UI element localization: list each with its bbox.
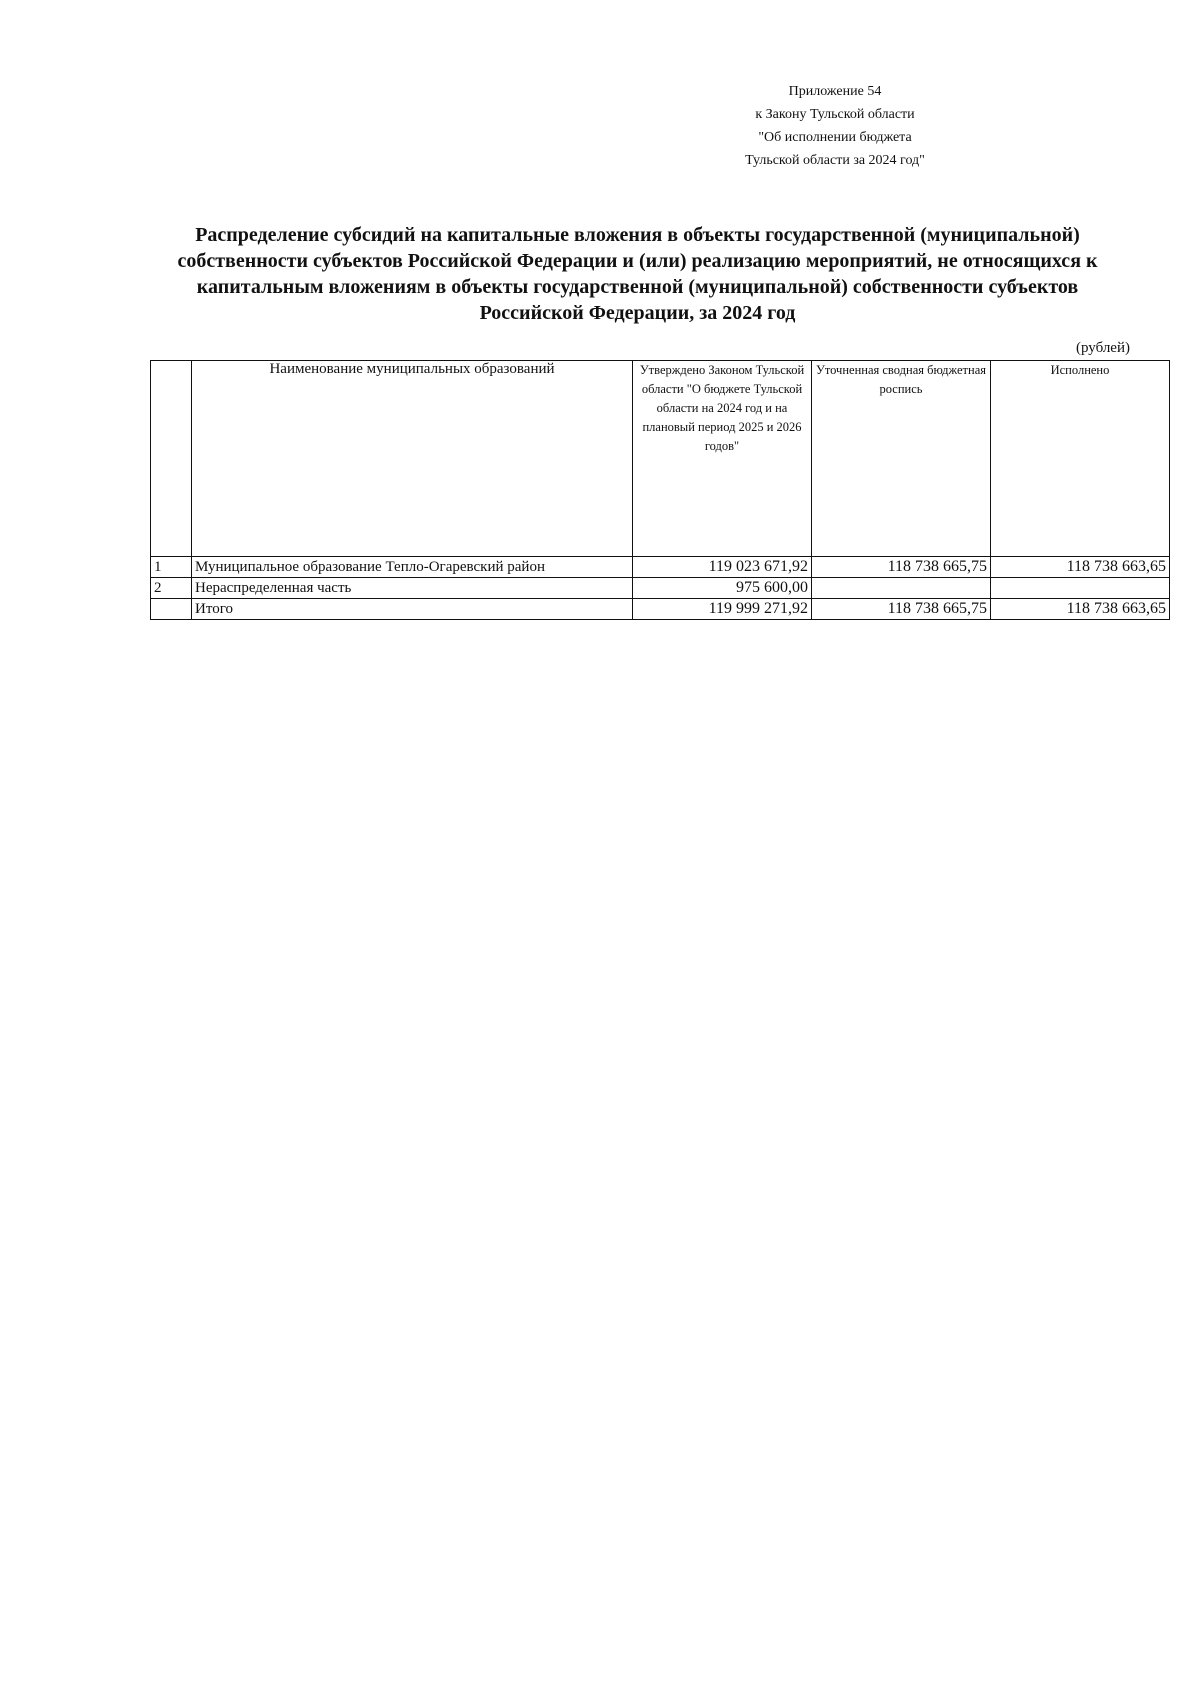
- subsidy-table: [150, 360, 1170, 620]
- row-refined: [812, 578, 991, 599]
- row-approved: 119 999 271,92: [633, 599, 812, 620]
- table-header-row: [151, 361, 1170, 557]
- appendix-line: "Об исполнении бюджета: [758, 130, 912, 145]
- unit-label: (рублей): [1075, 340, 1130, 356]
- header-refined: Уточненная сводная бюджетная роспись: [812, 361, 991, 557]
- row-number: 1: [151, 557, 192, 578]
- appendix-line: Приложение 54: [788, 84, 882, 99]
- row-approved: 975 600,00: [633, 578, 812, 599]
- appendix-note: [690, 80, 980, 172]
- header-executed: Исполнено: [991, 361, 1170, 557]
- table-row: [151, 578, 1170, 599]
- appendix-line: к Закону Тульской области: [755, 107, 915, 122]
- row-number: 2: [151, 578, 192, 599]
- row-executed: 118 738 663,65: [991, 599, 1170, 620]
- row-name: Нераспределенная часть: [192, 578, 633, 599]
- row-refined: 118 738 665,75: [812, 557, 991, 578]
- row-executed: 118 738 663,65: [991, 557, 1170, 578]
- row-name: Итого: [192, 599, 633, 620]
- appendix-line: Тульской области за 2024 год": [745, 153, 925, 168]
- row-number: [151, 599, 192, 620]
- header-municipality-name: Наименование муниципальных образований: [192, 361, 633, 557]
- table-total-row: [151, 599, 1170, 620]
- header-approved: Утверждено Законом Тульской области "О бюджете Тульской области на 2024 год и на плановый период 2025 и 2026 годов": [633, 361, 812, 557]
- document-title: Распределение субсидий на капитальные вложения в объекты государственной (муниципальной) собственности субъектов Российской Федерации и (или) реализацию мероприятий, не относящихся к капитальным вложениям в объекты государственной (муниципальной) собственности субъектов Российской Федерации, за 2024 год: [177, 224, 1098, 324]
- row-refined: 118 738 665,75: [812, 599, 991, 620]
- header-number: [151, 361, 192, 557]
- row-name: Муниципальное образование Тепло-Огаревский район: [192, 557, 633, 578]
- table-row: [151, 557, 1170, 578]
- row-approved: 119 023 671,92: [633, 557, 812, 578]
- row-executed: [991, 578, 1170, 599]
